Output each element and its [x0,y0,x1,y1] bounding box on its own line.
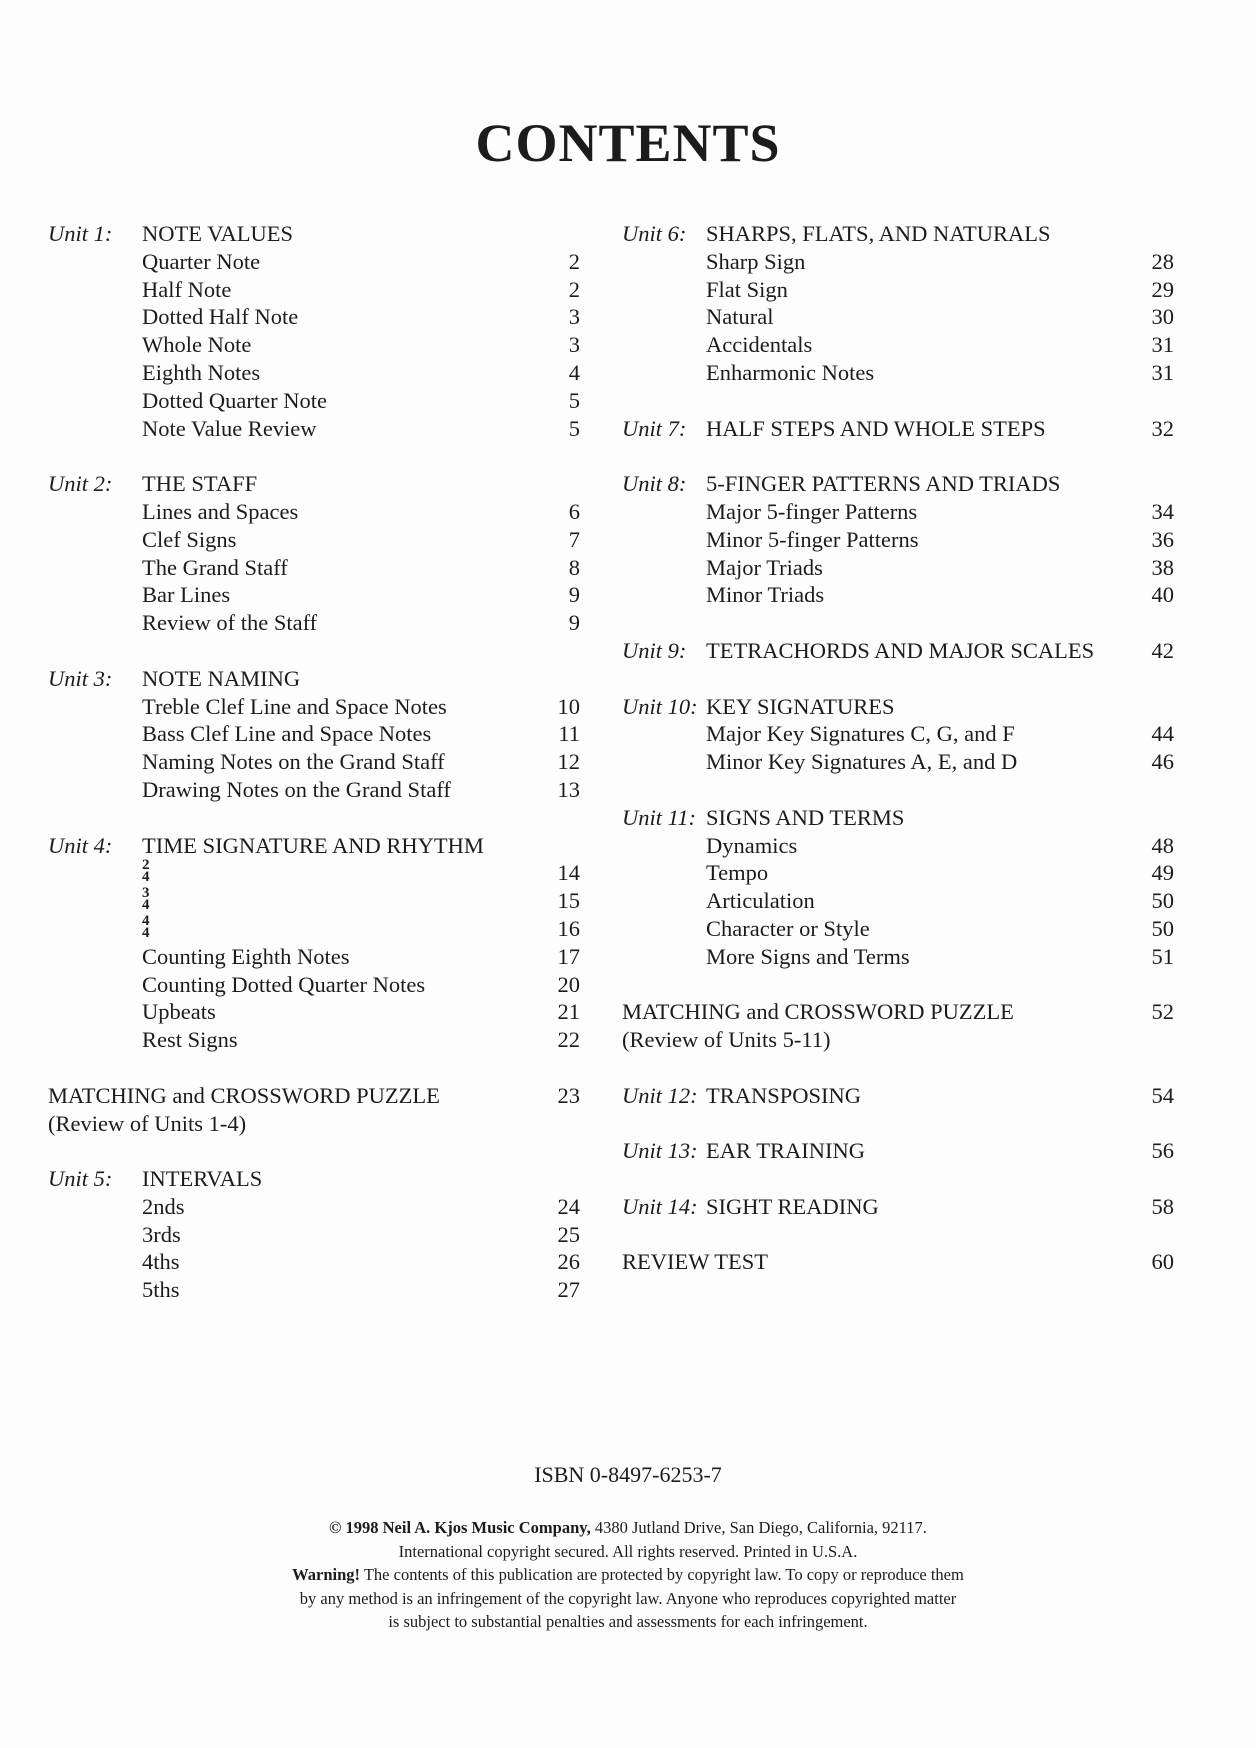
copyright-footer [0,1516,1256,1634]
toc-entry [622,748,1174,776]
entry-title: Major Triads [706,554,823,580]
entry-page: 31 [1151,332,1174,358]
toc-entry [48,526,580,554]
entry-title: 3rds [142,1221,181,1247]
toc-entry [48,498,580,526]
unit-heading: HALF STEPS AND WHOLE STEPS [706,415,1046,441]
unit-heading: TETRACHORDS AND MAJOR SCALES [706,637,1095,663]
review-heading: MATCHING and CROSSWORD PUZZLE [622,999,1014,1025]
toc-entry [48,359,580,387]
unit-3-heading-row [48,665,580,693]
unit-heading: TIME SIGNATURE AND RHYTHM [142,832,484,858]
entry-title: 2nds [142,1193,185,1219]
unit-9-heading-row [622,637,1174,665]
entry-page: 8 [568,554,580,580]
toc-entry [622,720,1174,748]
entry-title: Natural [706,304,774,330]
unit-heading: KEY SIGNATURES [706,693,895,719]
unit-heading: NOTE NAMING [142,665,301,691]
toc-entry [622,331,1174,359]
toc-entry [622,303,1174,331]
entry-title: Minor 5-finger Patterns [706,526,919,552]
unit-heading: SIGHT READING [706,1193,879,1219]
review-test-heading: REVIEW TEST [622,1249,769,1275]
entry-page: 60 [1151,1249,1174,1275]
toc-entry [48,943,580,971]
entry-page: 17 [557,943,580,969]
entry-title: Articulation [706,888,815,914]
entry-page: 30 [1151,304,1174,330]
entry-title: The Grand Staff [142,554,288,580]
entry-title: Dotted Half Note [142,304,299,330]
entry-page: 40 [1151,582,1174,608]
entry-page: 49 [1151,860,1174,886]
entry-title: Major 5-finger Patterns [706,498,918,524]
toc-entry [48,720,580,748]
toc-entry [48,1221,580,1249]
entry-title: Enharmonic Notes [706,359,875,385]
review-subtitle-row [622,1026,1174,1054]
toc-entry [622,276,1174,304]
unit-1-heading-row [48,220,580,248]
entry-page: 36 [1151,526,1174,552]
toc-entry [48,248,580,276]
entry-title: Review of the Staff [142,610,318,636]
entry-title: Bass Clef Line and Space Notes [142,721,432,747]
contents-left-column [48,220,580,1304]
review-heading: MATCHING and CROSSWORD PUZZLE [48,1082,440,1108]
entry-title: Minor Triads [706,582,825,608]
unit-label: Unit 6: [622,221,687,246]
unit-label: Unit 5: [48,1166,113,1192]
toc-entry [48,387,580,415]
entry-page: 25 [557,1221,580,1247]
entry-page: 32 [1151,415,1174,441]
toc-entry [48,776,580,804]
entry-page: 44 [1151,721,1174,747]
entry-title: Whole Note [142,332,252,358]
warning-line-2: by any method is an infringement of the copyright law. Anyone who reproduces copyrighted matter [299,1588,957,1608]
entry-page: 7 [568,526,580,552]
entry-page: 38 [1151,554,1174,580]
toc-entry [622,581,1174,609]
unit-heading: INTERVALS [142,1166,263,1192]
entry-page: 29 [1151,276,1174,302]
entry-page: 14 [557,860,580,886]
toc-entry [622,915,1174,943]
entry-title: Bar Lines [142,582,231,608]
entry-title: Upbeats [142,999,216,1025]
toc-entry [48,581,580,609]
entry-page: 9 [568,582,580,608]
entry-page: 22 [557,1027,580,1053]
entry-page: 42 [1151,637,1174,663]
entry-page: 12 [557,749,580,775]
review-subtitle: (Review of Units 1-4) [48,1110,247,1136]
entry-title: Sharp Sign [706,248,806,274]
entry-page: 34 [1151,498,1174,524]
unit-label: Unit 4: [48,832,113,858]
toc-entry [622,498,1174,526]
toc-entry [48,748,580,776]
entry-page: 52 [1151,999,1174,1025]
unit-label: Unit 9: [622,637,687,663]
entry-title: Accidentals [706,332,813,358]
toc-entry [622,943,1174,971]
unit-label: Unit 13: [622,1138,698,1164]
entry-page: 26 [557,1249,580,1275]
unit-heading: NOTE VALUES [142,221,294,246]
unit-label: Unit 3: [48,665,113,691]
entry-page: 31 [1151,359,1174,385]
warning-line-3: is subject to substantial penalties and assessments for each infringement. [388,1612,868,1631]
entry-page: 58 [1151,1193,1174,1219]
time-signature: 2 4 [142,857,150,886]
entry-page: 3 [568,332,580,358]
entry-title: Eighth Notes [142,359,261,385]
toc-entry [48,693,580,721]
entry-title: Note Value Review [142,415,317,441]
toc-entry [622,359,1174,387]
toc-entry [622,859,1174,887]
time-signature-entry [48,859,580,887]
entry-page: 23 [557,1082,580,1108]
entry-page: 46 [1151,749,1174,775]
unit-4-heading-row [48,832,580,860]
entry-page: 50 [1151,888,1174,914]
unit-label: Unit 14: [622,1193,698,1219]
entry-title: Rest Signs [142,1027,238,1053]
unit-heading: 5-FINGER PATTERNS AND TRIADS [706,471,1061,497]
entry-page: 51 [1151,943,1174,969]
entry-page: 27 [557,1277,580,1303]
entry-page: 4 [568,359,580,385]
unit-label: Unit 11: [622,804,696,830]
unit-7-heading-row [622,415,1174,443]
review-subtitle-row [48,1110,580,1138]
entry-title: 4ths [142,1249,180,1275]
entry-page: 5 [568,415,580,441]
entry-title: 5ths [142,1277,180,1303]
entry-page: 16 [557,915,580,941]
toc-entry [48,331,580,359]
unit-heading: SIGNS AND TERMS [706,804,905,830]
toc-entry [48,998,580,1026]
unit-8-heading-row [622,470,1174,498]
unit-label: Unit 1: [48,221,113,246]
isbn: ISBN 0-8497-6253-7 [534,1462,722,1487]
entry-title: Flat Sign [706,276,788,302]
entry-page: 20 [557,971,580,997]
unit-heading: THE STAFF [142,471,258,497]
entry-title: Counting Eighth Notes [142,943,350,969]
unit-label: Unit 7: [622,415,687,441]
unit-heading: SHARPS, FLATS, AND NATURALS [706,221,1051,246]
unit-2-heading-row [48,470,580,498]
entry-title: Dynamics [706,832,798,858]
unit-label: Unit 10: [622,693,698,719]
entry-page: 11 [558,721,580,747]
toc-entry [622,887,1174,915]
toc-entry [48,1026,580,1054]
time-signature-entry [48,887,580,915]
review-test-row [622,1248,1174,1276]
entry-page: 2 [568,276,580,302]
entry-title: Tempo [706,860,769,886]
contents-right-column [622,220,1174,1276]
warning-line: Warning! The contents of this publication are protected by copyright law. To copy or reproduce them [292,1565,964,1584]
entry-title: Counting Dotted Quarter Notes [142,971,426,997]
time-signature: 3 4 [142,885,150,914]
review-subtitle: (Review of Units 5-11) [622,1027,831,1053]
toc-entry [48,1193,580,1221]
entry-title: Half Note [142,276,232,302]
entry-title: Minor Key Signatures A, E, and D [706,749,1018,775]
entry-page: 9 [568,610,580,636]
rights-line: International copyright secured. All rights reserved. Printed in U.S.A. [398,1541,858,1561]
entry-title: More Signs and Terms [706,943,910,969]
unit-5-heading-row [48,1165,580,1193]
entry-page: 15 [557,888,580,914]
entry-page: 50 [1151,915,1174,941]
toc-entry [48,1276,580,1304]
unit-14-heading-row [622,1193,1174,1221]
entry-page: 48 [1151,832,1174,858]
entry-page: 13 [557,776,580,802]
copyright-line: © 1998 Neil A. Kjos Music Company, 4380 Jutland Drive, San Diego, California, 92117. [329,1518,927,1537]
entry-title: Clef Signs [142,526,237,552]
entry-page: 24 [557,1193,580,1219]
toc-entry [622,248,1174,276]
toc-entry [48,554,580,582]
review-1-4-row [48,1082,580,1110]
unit-label: Unit 12: [622,1082,698,1108]
entry-title: Naming Notes on the Grand Staff [142,749,445,775]
entry-page: 5 [568,387,580,413]
entry-page: 54 [1151,1082,1174,1108]
entry-page: 56 [1151,1138,1174,1164]
toc-entry [622,832,1174,860]
entry-title: Treble Clef Line and Space Notes [142,693,447,719]
unit-12-heading-row [622,1082,1174,1110]
entry-title: Major Key Signatures C, G, and F [706,721,1015,747]
unit-10-heading-row [622,693,1174,721]
entry-title: Character or Style [706,915,870,941]
toc-entry [622,526,1174,554]
toc-entry [48,1248,580,1276]
unit-label: Unit 8: [622,471,687,497]
toc-entry [48,415,580,443]
entry-page: 3 [568,304,580,330]
entry-page: 10 [557,693,580,719]
toc-entry [48,609,580,637]
toc-entry [622,554,1174,582]
time-signature-entry [48,912,580,943]
entry-page: 6 [568,498,580,524]
entry-page: 28 [1151,248,1174,274]
unit-heading: TRANSPOSING [706,1082,862,1108]
unit-11-heading-row [622,804,1174,832]
page-title: CONTENTS [475,113,781,173]
entry-title: Dotted Quarter Note [142,387,327,413]
toc-entry [48,276,580,304]
entry-page: 21 [557,999,580,1025]
unit-13-heading-row [622,1137,1174,1165]
review-5-11-row [622,998,1174,1026]
entry-title: Lines and Spaces [142,498,299,524]
toc-entry [48,303,580,331]
unit-label: Unit 2: [48,471,113,497]
toc-entry [48,971,580,999]
unit-heading: EAR TRAINING [706,1138,865,1164]
time-signature: 4 4 [142,912,150,941]
entry-title: Quarter Note [142,248,261,274]
unit-6-heading-row [622,220,1174,248]
entry-title: Drawing Notes on the Grand Staff [142,776,451,802]
entry-page: 2 [568,248,580,274]
